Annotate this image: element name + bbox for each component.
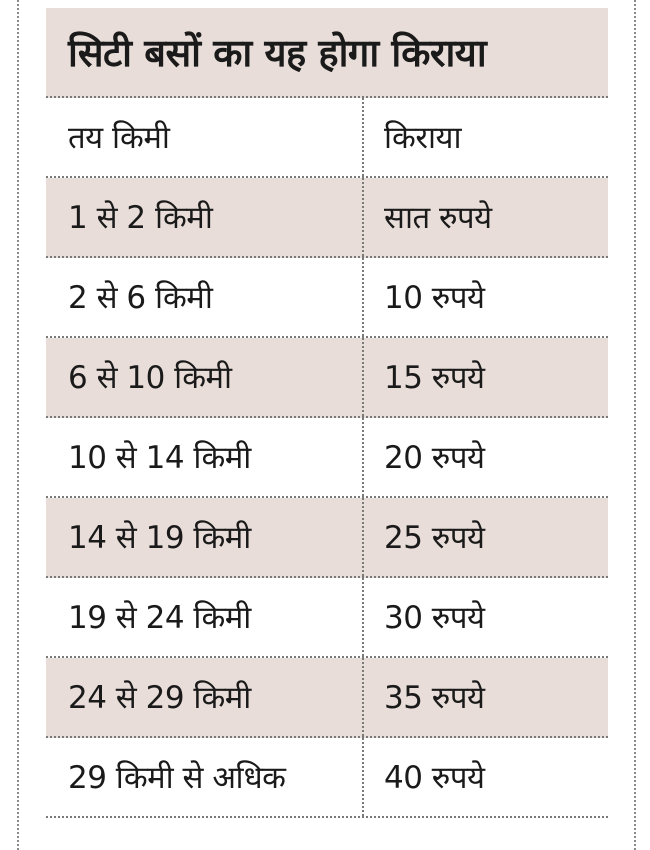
distance-cell: 24 से 29 किमी — [46, 658, 364, 736]
table-row — [46, 738, 608, 818]
distance-cell: 14 से 19 किमी — [46, 498, 364, 576]
table-row — [46, 578, 608, 658]
fare-cell: 35 रुपये — [384, 680, 485, 716]
table-row — [46, 418, 608, 498]
table-row — [46, 498, 608, 578]
distance-cell: 10 से 14 किमी — [46, 418, 364, 496]
table-header-row — [46, 98, 608, 178]
table-row — [46, 658, 608, 738]
header-distance: तय किमी — [46, 98, 364, 176]
fare-cell: 30 रुपये — [384, 600, 485, 636]
header-fare: किराया — [384, 120, 462, 156]
title-bar — [46, 8, 608, 98]
column-rule-right — [634, 0, 636, 850]
table-row — [46, 178, 608, 258]
fare-cell: सात रुपये — [384, 200, 492, 236]
distance-cell: 6 से 10 किमी — [46, 338, 364, 416]
fare-table-title: सिटी बसों का यह होगा किराया — [68, 31, 487, 75]
column-rule-left — [17, 0, 19, 850]
distance-cell: 19 से 24 किमी — [46, 578, 364, 656]
fare-table-box — [46, 8, 608, 818]
distance-cell: 1 से 2 किमी — [46, 178, 364, 256]
fare-cell: 20 रुपये — [384, 440, 485, 476]
fare-cell: 40 रुपये — [384, 760, 485, 796]
fare-cell: 25 रुपये — [384, 520, 485, 556]
table-row — [46, 258, 608, 338]
table-row — [46, 338, 608, 418]
distance-cell: 2 से 6 किमी — [46, 258, 364, 336]
fare-cell: 10 रुपये — [384, 280, 485, 316]
fare-cell: 15 रुपये — [384, 360, 485, 396]
distance-cell: 29 किमी से अधिक — [46, 738, 364, 816]
